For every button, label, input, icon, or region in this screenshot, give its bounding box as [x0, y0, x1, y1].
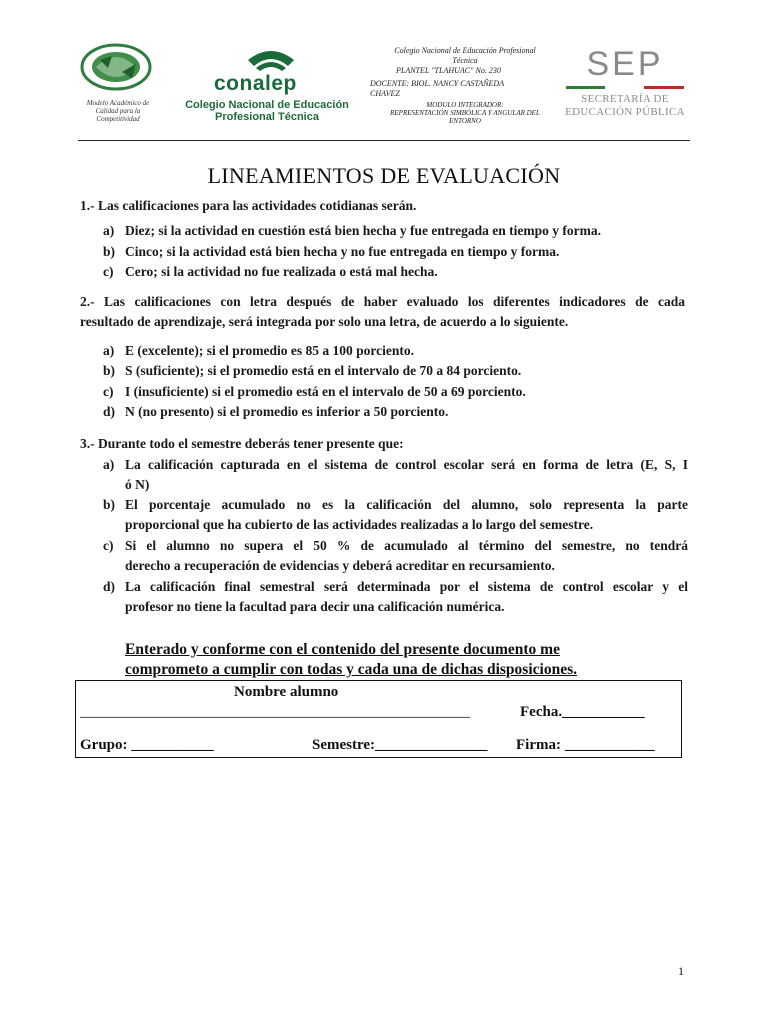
- section2-heading-cont: resultado de aprendizaje, será integrada por solo una letra, de acuerdo a lo siguiente.: [80, 314, 569, 329]
- section2-item: b) S (suficiente); si el promedio está en el intervalo de 70 a 84 porciento.: [103, 363, 522, 378]
- seal-emblem-icon: [78, 42, 158, 92]
- header-docente-cont: CHAVEZ: [370, 89, 400, 98]
- section1-item: c) Cero; si la actividad no fue realizada o está mal hecha.: [103, 264, 438, 279]
- header-modulo: MODULO INTEGRADOR:: [426, 101, 504, 109]
- signature-field[interactable]: Firma: ____________: [516, 737, 655, 753]
- conalep-emblem-icon: [244, 46, 298, 72]
- section3-item: c) Si el alumno no supera el 50 % de acumulado al término del semestre, no tendrá derecho a recuperación de evidencias y deberá acreditar en recursamiento.: [103, 538, 688, 573]
- section3-heading: 3.- Durante todo el semestre deberás tener presente que:: [80, 436, 404, 451]
- page-number: 1: [678, 964, 684, 978]
- seal-caption-line: Competitividad: [96, 115, 140, 123]
- conalep-subtitle-line: Profesional Técnica: [215, 111, 319, 123]
- section3-item: d) La calificación final semestral será determinada por el sistema de control escolar y el profesor no tiene la facultad para decir una calificación numérica.: [103, 579, 688, 614]
- section3-item: a) La calificación capturada en el sistema de control escolar será en forma de letra (E, S, I ó N): [103, 457, 688, 492]
- sep-wordmark: SEP: [586, 45, 664, 83]
- modelo-academico-seal: [78, 42, 158, 122]
- header-info: [370, 46, 560, 125]
- seal-caption-line: Modelo Académico de: [86, 99, 150, 107]
- conalep-logo: [172, 44, 362, 124]
- section2-item: a) E (excelente); si el promedio es 85 a 100 porciento.: [103, 343, 414, 358]
- confirmation-line: Enterado y conforme con el contenido del presente documento me: [125, 641, 560, 658]
- semester-field[interactable]: Semestre:_______________: [312, 737, 488, 753]
- student-form: [75, 680, 682, 758]
- header-institution-cont: Técnica: [452, 56, 478, 65]
- header-modulo-name: REPRESENTACIÓN SIMBÓLICA Y ANGULAR DEL: [390, 109, 540, 117]
- header-institution: Colegio Nacional de Educación Profesional: [394, 46, 536, 55]
- seal-caption-line: Calidad para la: [95, 107, 141, 115]
- student-name-label: Nombre alumno: [234, 684, 339, 700]
- header-divider: [78, 140, 690, 141]
- sep-flag-stripe: [566, 86, 684, 89]
- sep-name-line: SECRETARÍA DE: [581, 93, 669, 105]
- header-modulo-name-cont: ENTORNO: [449, 117, 481, 125]
- section2-heading: 2.- Las calificaciones con letra después de haber evaluado los diferentes indicadores de cada: [80, 294, 685, 309]
- section1-item: a) Diez; si la actividad en cuestión está bien hecha y fue entregada en tiempo y forma.: [103, 223, 601, 238]
- header-plantel: PLANTEL "TLAHUAC" No. 230: [396, 66, 501, 75]
- conalep-wordmark: conalep: [214, 72, 297, 95]
- section3-item: b) El porcentaje acumulado no es la calificación del alumno, solo representa la parte proporcional que ha cubierto de las actividades realizadas a lo largo del semestre.: [103, 497, 688, 532]
- sep-logo: [562, 44, 688, 124]
- section2-item: c) I (insuficiente) si el promedio está en el intervalo de 50 a 69 porciento.: [103, 384, 526, 399]
- group-field[interactable]: Grupo: ___________: [80, 737, 214, 753]
- section1-item: b) Cinco; si la actividad está bien hecha y no fue entregada en tiempo y forma.: [103, 244, 560, 259]
- sep-name-line: EDUCACIÓN PÚBLICA: [565, 106, 685, 118]
- confirmation-line: comprometo a cumplir con todas y cada una de dichas disposiciones.: [125, 661, 577, 678]
- section1-heading: 1.- Las calificaciones para las actividades cotidianas serán.: [80, 198, 417, 213]
- date-field[interactable]: Fecha.___________: [520, 704, 645, 720]
- page-title: LINEAMIENTOS DE EVALUACIÓN: [207, 163, 561, 188]
- header-docente: DOCENTE: BIOL. NANCY CASTAÑEDA: [370, 79, 505, 88]
- conalep-subtitle-line: Colegio Nacional de Educación: [185, 99, 349, 111]
- section2-item: d) N (no presento) si el promedio es inferior a 50 porciento.: [103, 404, 449, 419]
- student-name-field[interactable]: ____________________________________________________: [80, 704, 470, 720]
